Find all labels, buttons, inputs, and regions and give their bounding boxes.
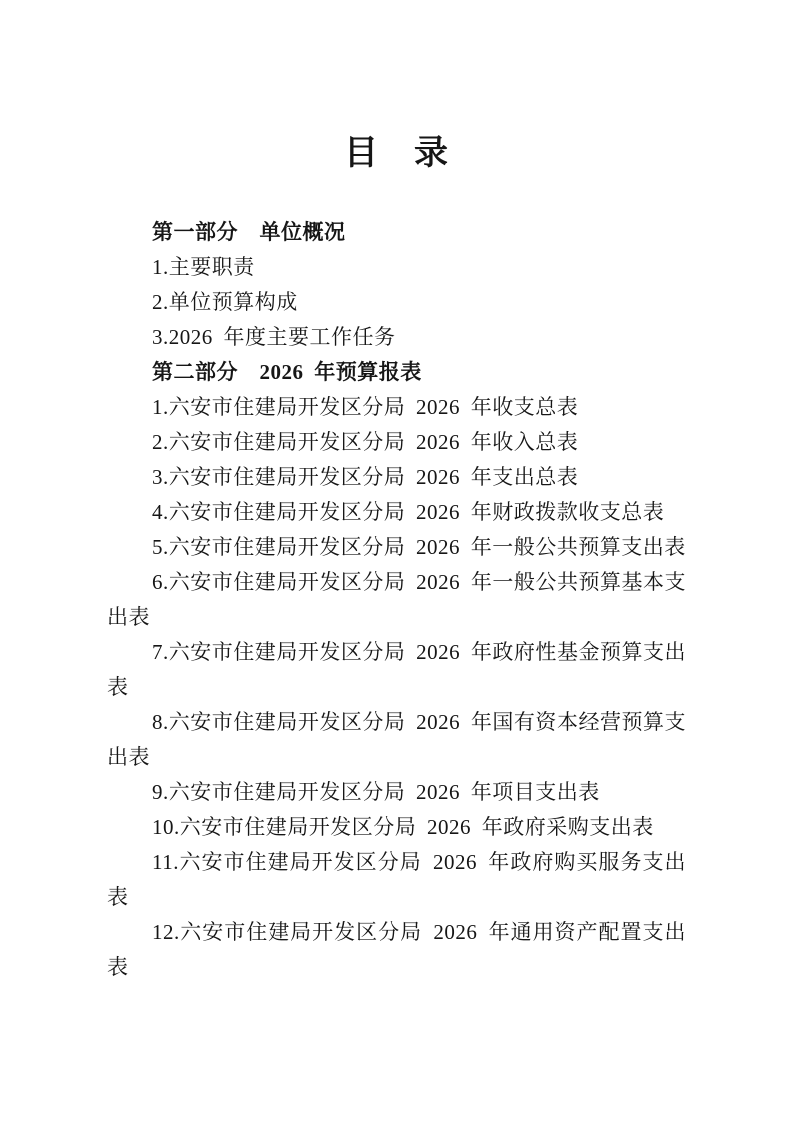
toc-entry: 7.六安市住建局开发区分局 2026 年政府性基金预算支出 <box>152 640 686 664</box>
toc-entry: 8.六安市住建局开发区分局 2026 年国有资本经营预算支 <box>152 710 686 734</box>
toc-entry-continuation: 出表 <box>107 745 150 769</box>
toc-entry-continuation: 表 <box>107 885 129 909</box>
toc-entry: 3.2026 年度主要工作任务 <box>152 325 396 349</box>
section-heading-part2: 第二部分 2026 年预算报表 <box>152 360 422 384</box>
toc-entry: 10.六安市住建局开发区分局 2026 年政府采购支出表 <box>152 815 654 839</box>
toc-entry-continuation: 表 <box>107 675 129 699</box>
toc-entry: 3.六安市住建局开发区分局 2026 年支出总表 <box>152 465 579 489</box>
toc-entry: 11.六安市住建局开发区分局 2026 年政府购买服务支出 <box>152 850 686 874</box>
toc-entry: 1.主要职责 <box>152 255 255 279</box>
section-heading-part1: 第一部分 单位概况 <box>152 220 346 244</box>
toc-entry: 4.六安市住建局开发区分局 2026 年财政拨款收支总表 <box>152 500 665 524</box>
toc-entry-continuation: 表 <box>107 955 129 979</box>
toc-entry: 9.六安市住建局开发区分局 2026 年项目支出表 <box>152 780 600 804</box>
toc-entry: 5.六安市住建局开发区分局 2026 年一般公共预算支出表 <box>152 535 686 559</box>
toc-entry: 1.六安市住建局开发区分局 2026 年收支总表 <box>152 395 579 419</box>
toc-entry: 2.单位预算构成 <box>152 290 298 314</box>
toc-entry-continuation: 出表 <box>107 605 150 629</box>
table-of-contents <box>107 215 686 985</box>
toc-entry: 12.六安市住建局开发区分局 2026 年通用资产配置支出 <box>152 920 686 944</box>
page-title: 目 录 <box>344 135 449 172</box>
toc-entry: 2.六安市住建局开发区分局 2026 年收入总表 <box>152 430 579 454</box>
toc-entry: 6.六安市住建局开发区分局 2026 年一般公共预算基本支 <box>152 570 686 594</box>
